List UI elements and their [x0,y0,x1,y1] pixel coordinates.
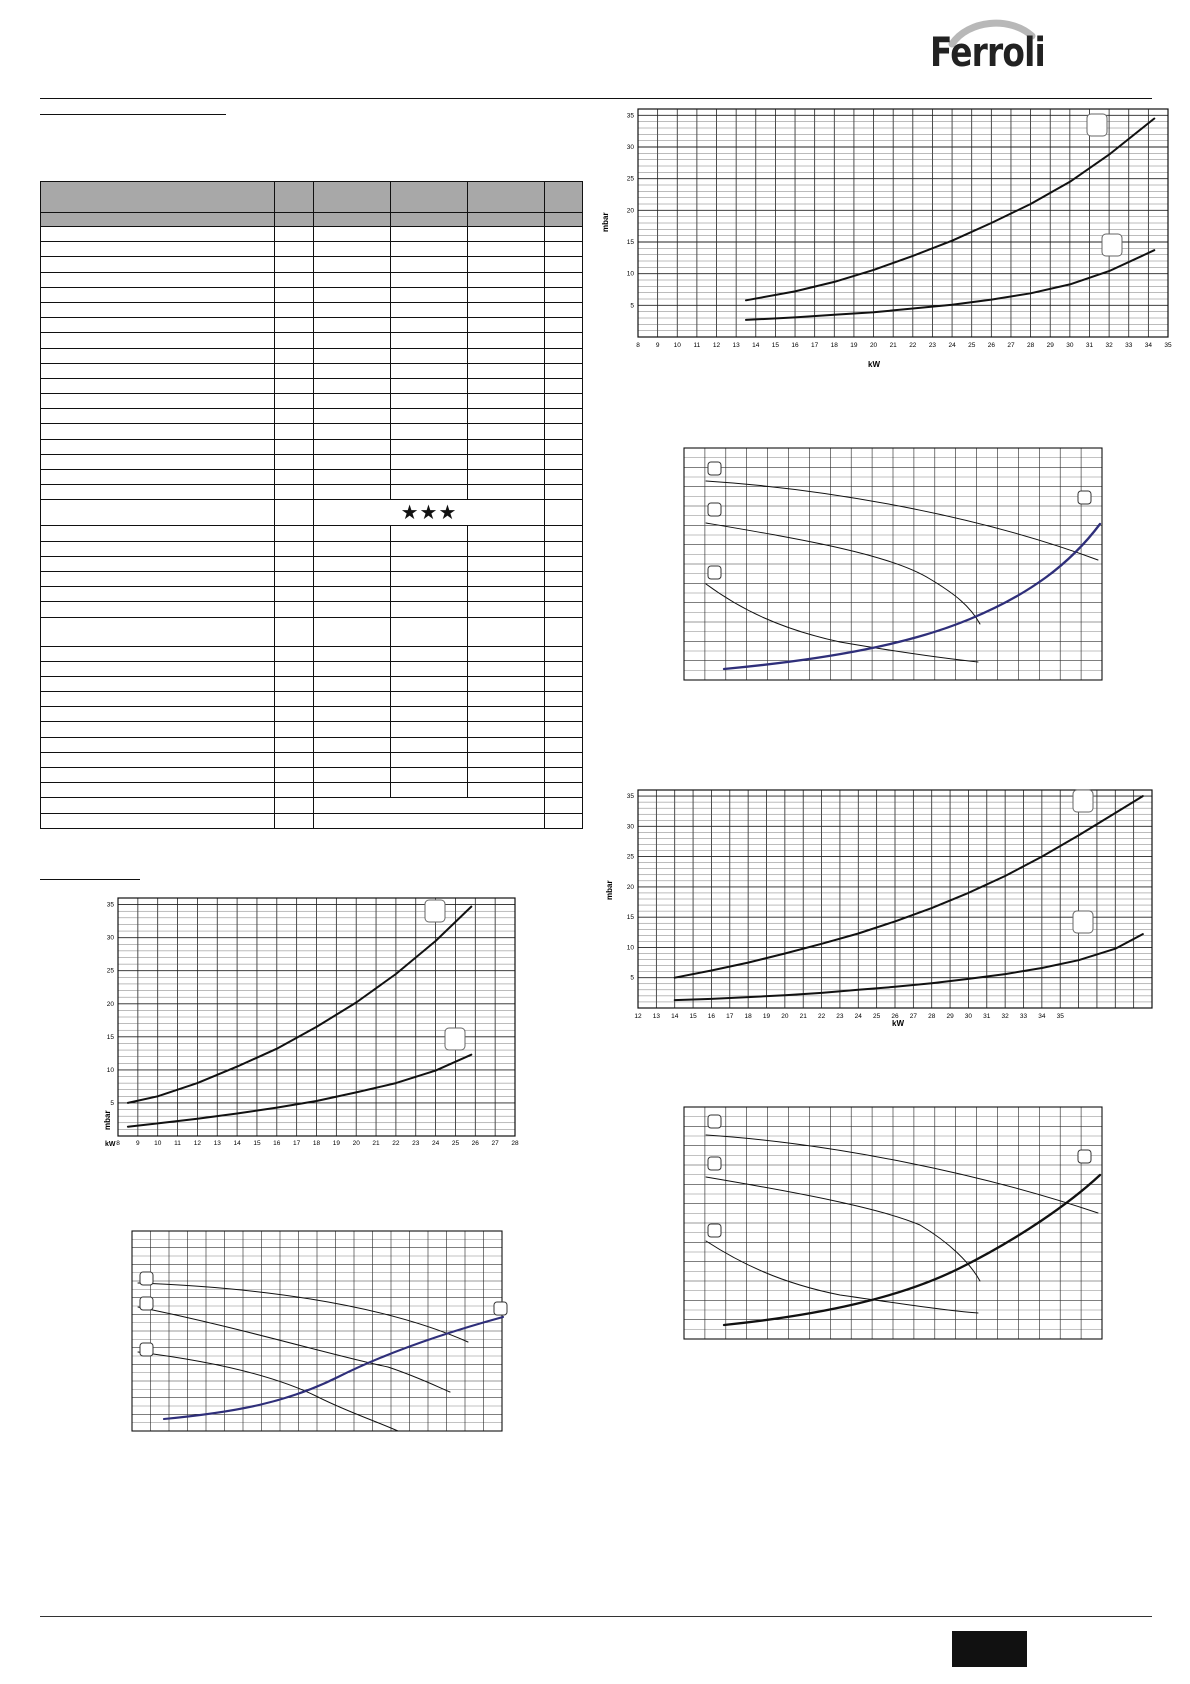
table-row [41,646,583,661]
chart-3-grid [638,790,1152,1008]
table-row [41,363,583,378]
x-tick-label: 31 [1085,342,1094,349]
system-resistance-curve [164,1317,503,1419]
table-row [41,692,583,707]
chart-gas-pressure-2 [100,893,530,1153]
x-tick-label: 17 [293,1140,301,1147]
pump-curve-label-box [140,1272,153,1285]
x-tick-label: 8 [636,342,640,349]
pump-curve-label-box [140,1297,153,1310]
x-tick-label: 26 [987,342,995,349]
y-tick-label: 20 [626,883,634,891]
table-row [41,272,583,287]
pump-speed-curve-mid [706,1177,980,1281]
table-row [41,676,583,691]
x-tick-label: 20 [781,1013,789,1020]
x-tick-label: 8 [116,1140,120,1147]
chart-2-y-axis-label: mbar [103,1110,112,1130]
table-row [41,813,583,828]
x-tick-label: 22 [817,1013,826,1020]
table-row [41,526,583,541]
y-tick-label: 15 [626,914,634,922]
x-tick-label: 11 [693,342,701,349]
x-tick-label: 27 [491,1140,499,1147]
x-tick-label: 13 [732,342,740,349]
x-tick-label: 11 [174,1140,181,1147]
x-tick-label: 25 [968,342,976,349]
chart-1-y-axis-label: mbar [601,212,610,232]
x-tick-label: 33 [1125,342,1133,349]
table-row [41,617,583,646]
y-tick-label: 5 [110,1099,114,1107]
y-tick-label: 5 [630,974,634,982]
chart-1-x-axis-label: kW [868,360,880,369]
pump-chart-2-plot [132,1231,507,1431]
table-row [41,454,583,469]
pump-curve-label-box [140,1343,153,1356]
y-tick-label: 25 [626,853,634,861]
x-tick-label: 19 [850,342,858,349]
system-resistance-curve [724,1175,1100,1325]
y-tick-label: 30 [106,934,114,942]
table-row [41,227,583,242]
x-tick-label: 27 [909,1013,917,1020]
table-row [41,439,583,454]
x-tick-label: 26 [471,1140,479,1147]
x-tick-label: 15 [689,1013,697,1020]
table-subheader-row [41,213,583,227]
y-tick-label: 35 [626,793,634,801]
x-tick-label: 23 [928,342,937,349]
x-tick-label: 24 [948,342,956,349]
table-row [41,500,583,526]
x-tick-label: 34 [1038,1013,1046,1020]
x-tick-label: 26 [891,1013,899,1020]
x-tick-label: 10 [154,1140,162,1147]
series-line-upper [746,119,1154,301]
x-tick-label: 12 [712,342,721,349]
x-tick-label: 24 [431,1140,440,1147]
y-tick-label: 30 [626,823,634,831]
x-tick-label: 28 [1026,342,1035,349]
table-row [41,302,583,317]
energy-rating-stars: ★★★ [314,500,545,526]
x-tick-label: 27 [1007,342,1015,349]
pump-speed-curve-low [138,1352,398,1431]
chart-1-curve-label-box-upper [1087,114,1107,136]
table-row [41,485,583,500]
x-tick-label: 33 [1019,1013,1028,1020]
footer-rule [40,1616,1152,1617]
chart-2-curves [128,907,471,1127]
x-tick-label: 24 [854,1013,862,1020]
pump-chart-1-plot [684,448,1102,680]
chart-2-y-ticks [107,902,115,1107]
series-line-lower [746,250,1154,320]
table-row [41,556,583,571]
y-tick-label: 30 [626,144,634,151]
chart-gas-pressure-3 [600,785,1160,1035]
y-tick-label: 15 [106,1033,114,1041]
pump-curve-label-box [708,503,721,516]
pump-curve-label-box [708,1224,721,1237]
table-row [41,768,583,783]
x-tick-label: 9 [136,1140,140,1147]
x-tick-label: 28 [928,1013,936,1020]
x-tick-label: 25 [451,1140,460,1147]
table-row [41,318,583,333]
y-tick-label: 35 [626,112,634,120]
chart-gas-pressure-1 [600,104,1172,384]
series-line-upper [128,907,471,1103]
ferroli-logo [930,18,1050,76]
chart-1-x-ticks [636,342,1172,349]
chart-3-y-axis-label: mbar [605,880,614,900]
section-heading-technical-data-rule [40,114,226,115]
pump-chart-3-plot [684,1107,1102,1339]
table-row [41,470,583,485]
pump-curve-label-box [708,1115,721,1128]
table-row [41,798,583,813]
x-tick-label: 16 [273,1140,281,1147]
x-tick-label: 9 [655,342,660,349]
chart-2-x-ticks [116,1140,519,1147]
x-tick-label: 29 [946,1013,954,1020]
x-tick-label: 34 [1144,342,1152,349]
table-row [41,424,583,439]
system-resistance-curve [724,524,1100,669]
x-tick-label: 17 [726,1013,734,1020]
x-tick-label: 30 [1066,342,1074,349]
chart-3-x-axis-label: kW [892,1019,904,1028]
y-tick-label: 25 [106,967,114,975]
table-row [41,752,583,767]
chart-1-y-ticks [627,112,635,309]
x-tick-label: 13 [652,1013,660,1020]
table-row [41,333,583,348]
x-tick-label: 16 [791,342,799,349]
series-line-lower [128,1055,471,1127]
chart-3-x-ticks [634,1013,1064,1020]
chart-1-curves [746,119,1154,320]
x-tick-label: 23 [836,1013,844,1020]
x-tick-label: 18 [312,1140,321,1147]
x-tick-label: 10 [673,342,681,349]
x-tick-label: 14 [671,1013,679,1020]
y-tick-label: 15 [626,239,634,246]
chart-2-curve-label-box-lower [445,1028,465,1050]
section-heading-diagrams-rule [40,879,140,880]
pump-curve-label-box [1078,1150,1091,1163]
table-row [41,541,583,556]
y-tick-label: 25 [626,175,634,183]
chart-3-curve-label-box-lower [1073,911,1093,933]
y-tick-label: 10 [626,270,634,278]
x-tick-label: 15 [253,1140,261,1147]
x-tick-label: 19 [332,1140,340,1147]
x-tick-label: 22 [909,342,917,349]
x-tick-label: 13 [213,1140,221,1147]
page-number-box [952,1631,1027,1667]
table-row [41,661,583,676]
y-tick-label: 10 [106,1066,114,1074]
x-tick-label: 30 [964,1013,973,1020]
x-tick-label: 21 [889,342,897,349]
x-tick-label: 16 [707,1013,716,1020]
table-row [41,602,583,617]
table-row [41,242,583,257]
x-tick-label: 14 [233,1140,241,1147]
x-tick-label: 15 [771,342,780,349]
table-row [41,409,583,424]
x-tick-label: 35 [1056,1013,1064,1020]
chart-1-curve-label-box-lower [1102,234,1122,256]
chart-3-y-ticks [627,793,635,982]
x-tick-label: 20 [352,1140,360,1147]
y-tick-label: 20 [106,1000,114,1008]
table-row [41,257,583,272]
pump-curve-label-box [1078,491,1091,504]
pump-head-chart-2 [128,1227,504,1435]
x-tick-label: 35 [1164,342,1172,349]
x-tick-label: 17 [811,342,819,349]
table-row [41,737,583,752]
table-row [41,287,583,302]
table-row [41,571,583,586]
pump-head-chart-3 [680,1103,1106,1343]
y-tick-label: 35 [106,901,114,909]
x-tick-label: 19 [762,1013,771,1020]
x-tick-label: 18 [830,342,838,349]
pump-curve-label-box [708,1157,721,1170]
header-rule [40,98,1152,99]
x-tick-label: 21 [799,1013,807,1020]
x-tick-label: 32 [1001,1013,1009,1020]
y-tick-label: 5 [630,302,634,310]
x-tick-label: 14 [752,342,760,349]
table-header-row [41,182,583,213]
x-tick-label: 23 [412,1140,420,1147]
x-tick-label: 29 [1046,342,1054,349]
technical-data-table [40,181,583,829]
x-tick-label: 25 [873,1013,881,1020]
x-tick-label: 20 [869,342,878,349]
pump-curve-label-box [494,1302,507,1315]
x-tick-label: 21 [372,1140,380,1147]
y-tick-label: 20 [626,207,634,215]
table-row [41,783,583,798]
x-tick-label: 32 [1105,342,1113,349]
chart-3-curve-label-box-upper [1073,790,1093,812]
table-row [41,707,583,722]
series-line-lower [675,934,1143,1000]
x-tick-label: 28 [511,1140,519,1147]
table-row [41,348,583,363]
x-tick-label: 12 [193,1140,202,1147]
table-row [41,394,583,409]
table-row [41,587,583,602]
x-tick-label: 18 [744,1013,752,1020]
chart-1-grid [638,109,1168,337]
pump-speed-curve-mid [706,523,980,624]
table-row [41,378,583,393]
pump-curve-label-box [708,566,721,579]
pump-curve-label-box [708,462,721,475]
chart-2-x-axis-label: kW [105,1141,116,1148]
x-tick-label: 12 [634,1013,642,1020]
table-row [41,722,583,737]
pump-head-chart-1 [680,444,1106,684]
logo-text: Ferroli [930,30,1045,76]
x-tick-label: 22 [392,1140,400,1147]
x-tick-label: 31 [983,1013,991,1020]
y-tick-label: 10 [626,944,634,952]
chart-2-curve-label-box-upper [425,900,445,922]
